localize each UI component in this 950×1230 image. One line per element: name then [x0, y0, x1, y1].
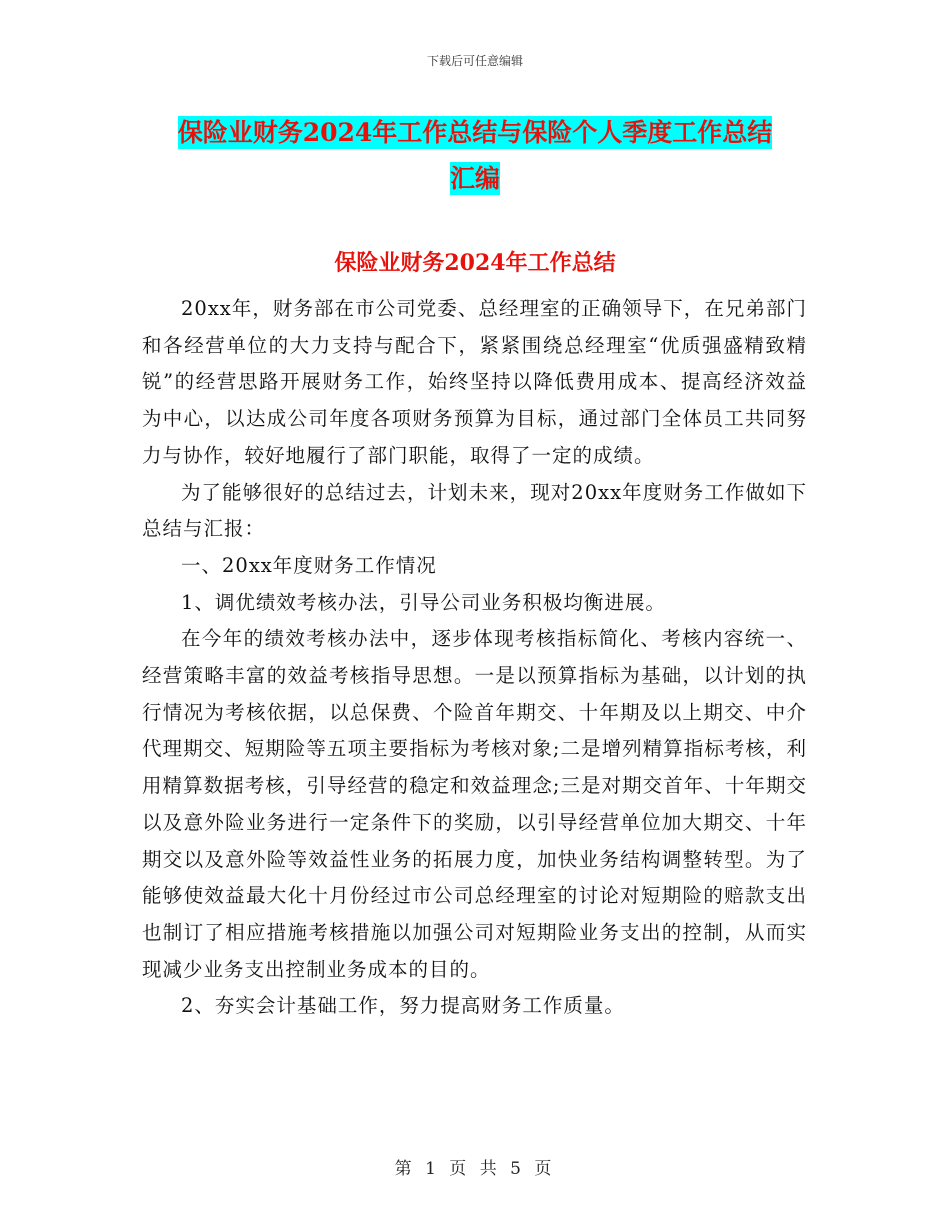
- paragraph-heading: 一、20xx年度财务工作情况: [181, 553, 437, 577]
- paragraph-subheading: 2、夯实会计基础工作，努力提高财务工作质量。: [181, 994, 625, 1018]
- document-body: [142, 291, 807, 1025]
- paragraph: 20xx年，财务部在市公司党委、总经理室的正确领导下，在兄弟部门和各经营单位的大力支持与配合下，紧紧围绕总经理室“优质强盛精致精锐”的经营思路开展财务工作，始终坚持以降低费用成本、提高经济效益为中心，以达成公司年度各项财务预算为目标，通过部门全体员工共同努力与协作，较好地履行了部门职能，取得了一定的成绩。: [142, 297, 807, 467]
- document-title-line-2: 汇编: [449, 164, 500, 193]
- section-title: 保险业财务2024年工作总结: [334, 250, 616, 276]
- paragraph: 为了能够很好的总结过去，计划未来，现对20xx年度财务工作做如下总结与汇报：: [142, 480, 807, 541]
- page-header: 下载后可任意编辑: [426, 54, 523, 68]
- document-title: [0, 110, 950, 202]
- paragraph: 在今年的绩效考核办法中，逐步体现考核指标简化、考核内容统一、经营策略丰富的效益考核指导思想。一是以预算指标为基础，以计划的执行情况为考核依据，以总保费、个险首年期交、十年期及以上期交、中介代理期交、短期险等五项主要指标为考核对象;二是增列精算指标考核，利用精算数据考核，引导经营的稳定和效益理念;三是对期交首年、十年期交以及意外险业务进行一定条件下的奖励，以引导经营单位加大期交、十年期交以及意外险等效益性业务的拓展力度，加快业务结构调整转型。为了能够使效益最大化十月份经过市公司总经理室的讨论对短期险的赔款支出也制订了相应措施考核措施以加强公司对短期险业务支出的控制，从而实现减少业务支出控制业务成本的目的。: [142, 627, 807, 981]
- document-title-line-1: 保险业财务2024年工作总结与保险个人季度工作总结: [177, 118, 773, 147]
- page-footer: 第 1 页 共 5 页: [394, 1159, 556, 1179]
- paragraph-subheading: 1、调优绩效考核办法，引导公司业务积极均衡进展。: [181, 590, 666, 614]
